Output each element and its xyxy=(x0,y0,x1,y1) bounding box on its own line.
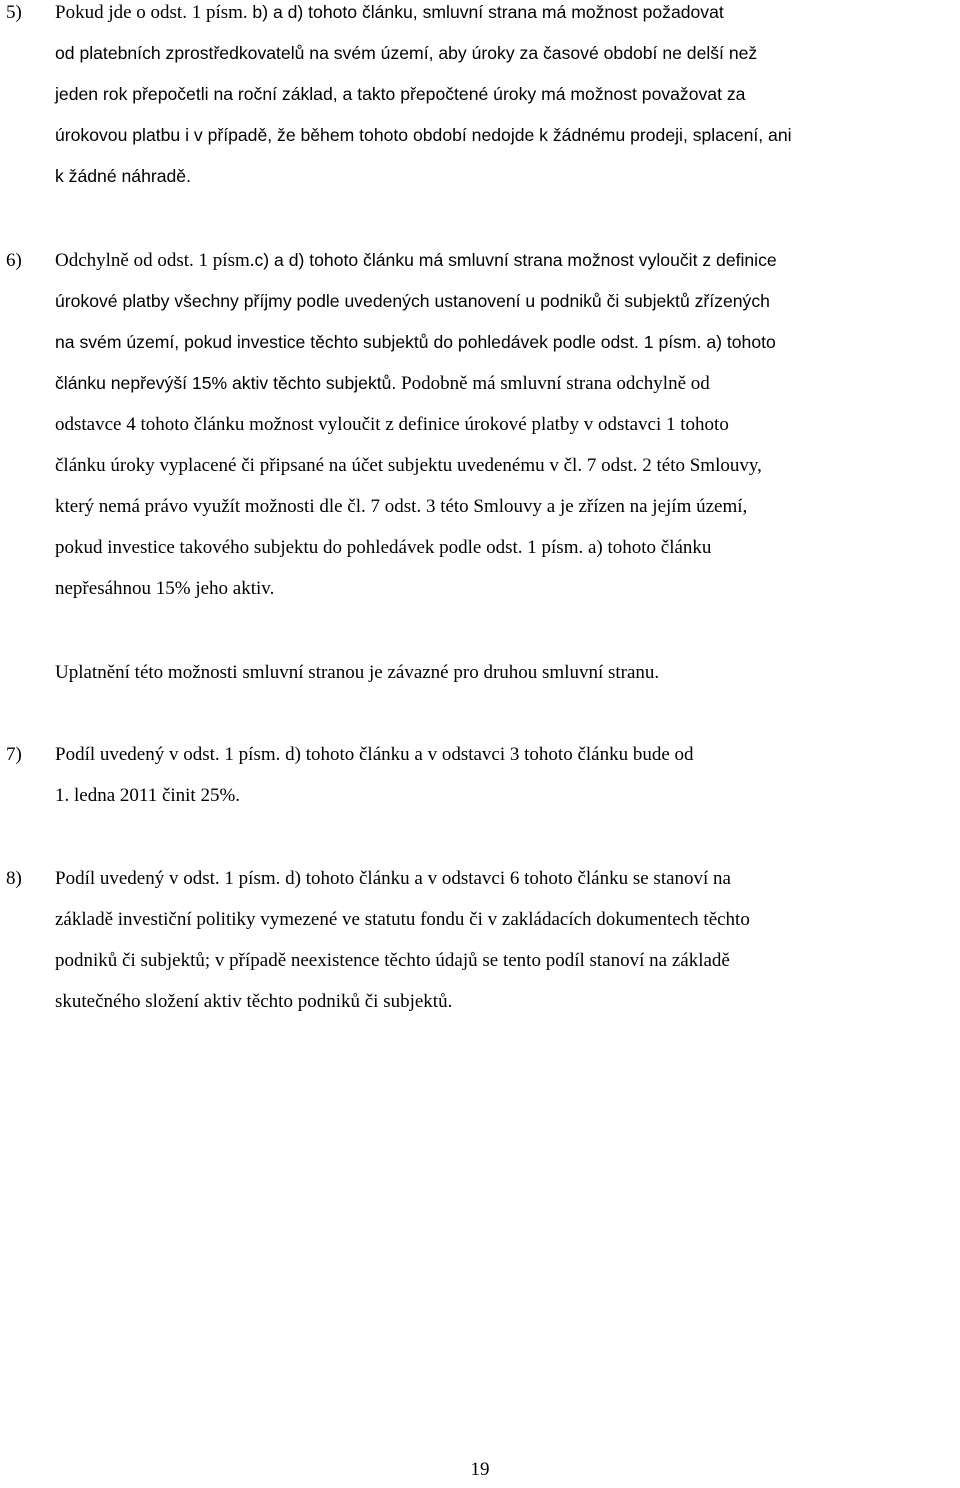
text-line: nepřesáhnou 15% jeho aktiv. xyxy=(55,578,275,599)
text-run: Pokud jde o odst. 1 písm. xyxy=(55,2,253,23)
text-line: Podíl uvedený v odst. 1 písm. d) tohoto článku a v odstavci 6 tohoto článku se stanoví na xyxy=(55,868,731,889)
text-line: 1. ledna 2011 činit 25%. xyxy=(55,785,241,806)
item-number: 8) xyxy=(6,868,22,889)
item-number: 6) xyxy=(6,250,22,271)
text-line: který nemá právo využít možnosti dle čl. 7 odst. 3 této Smlouvy a je zřízen na jejím území, xyxy=(55,496,748,517)
text-line: Uplatnění této možnosti smluvní stranou je závazné pro druhou smluvní stranu. xyxy=(55,662,660,683)
text-run: Odchylně od odst. 1 písm. xyxy=(55,250,255,271)
text-line: článku úroky vyplacené či připsané na účet subjektu uvedenému v čl. 7 odst. 2 této Smlouvy, xyxy=(55,455,762,476)
text-line: na svém území, pokud investice těchto subjektů do pohledávek podle odst. 1 písm. a) tohoto xyxy=(55,332,776,352)
page-number: 19 xyxy=(470,1459,490,1480)
text-line: odstavce 4 tohoto článku možnost vyloučit z definice úrokové platby v odstavci 1 tohoto xyxy=(55,414,729,435)
text-line: od platebních zprostředkovatelů na svém území, aby úroky za časové období ne delší než xyxy=(55,43,758,63)
text-line xyxy=(55,363,710,404)
text-line xyxy=(55,0,724,33)
text-line: jeden rok přepočetli na roční základ, a takto přepočtené úroky má možnost považovat za xyxy=(55,84,746,104)
text-line: Podíl uvedený v odst. 1 písm. d) tohoto článku a v odstavci 3 tohoto článku bude od xyxy=(55,744,694,765)
text-line: skutečného složení aktiv těchto podniků či subjektů. xyxy=(55,991,453,1012)
text-line: úrokové platby všechny příjmy podle uvedených ustanovení u podniků či subjektů zřízených xyxy=(55,291,770,311)
text-line: úrokovou platbu i v případě, že během tohoto období nedojde k žádnému prodeji, splacení, ani xyxy=(55,125,792,145)
text-line: pokud investice takového subjektu do pohledávek podle odst. 1 písm. a) tohoto článku xyxy=(55,537,712,558)
item-number: 5) xyxy=(6,2,22,23)
text-run: b) a d) tohoto článku, smluvní strana má možnost požadovat xyxy=(252,2,724,22)
text-run: Podobně má smluvní strana odchylně od xyxy=(396,373,710,394)
item-number: 7) xyxy=(6,744,22,765)
text-run: článku nepřevýší 15% aktiv těchto subjektů. xyxy=(55,373,397,393)
text-line: podniků či subjektů; v případě neexistence těchto údajů se tento podíl stanoví na základě xyxy=(55,950,730,971)
text-line: základě investiční politiky vymezené ve statutu fondu či v zakládacích dokumentech těchto xyxy=(55,909,750,930)
text-line: k žádné náhradě. xyxy=(55,166,191,186)
text-run: c) a d) tohoto článku má smluvní strana možnost vyloučit z definice xyxy=(254,250,777,270)
text-line xyxy=(55,240,777,281)
